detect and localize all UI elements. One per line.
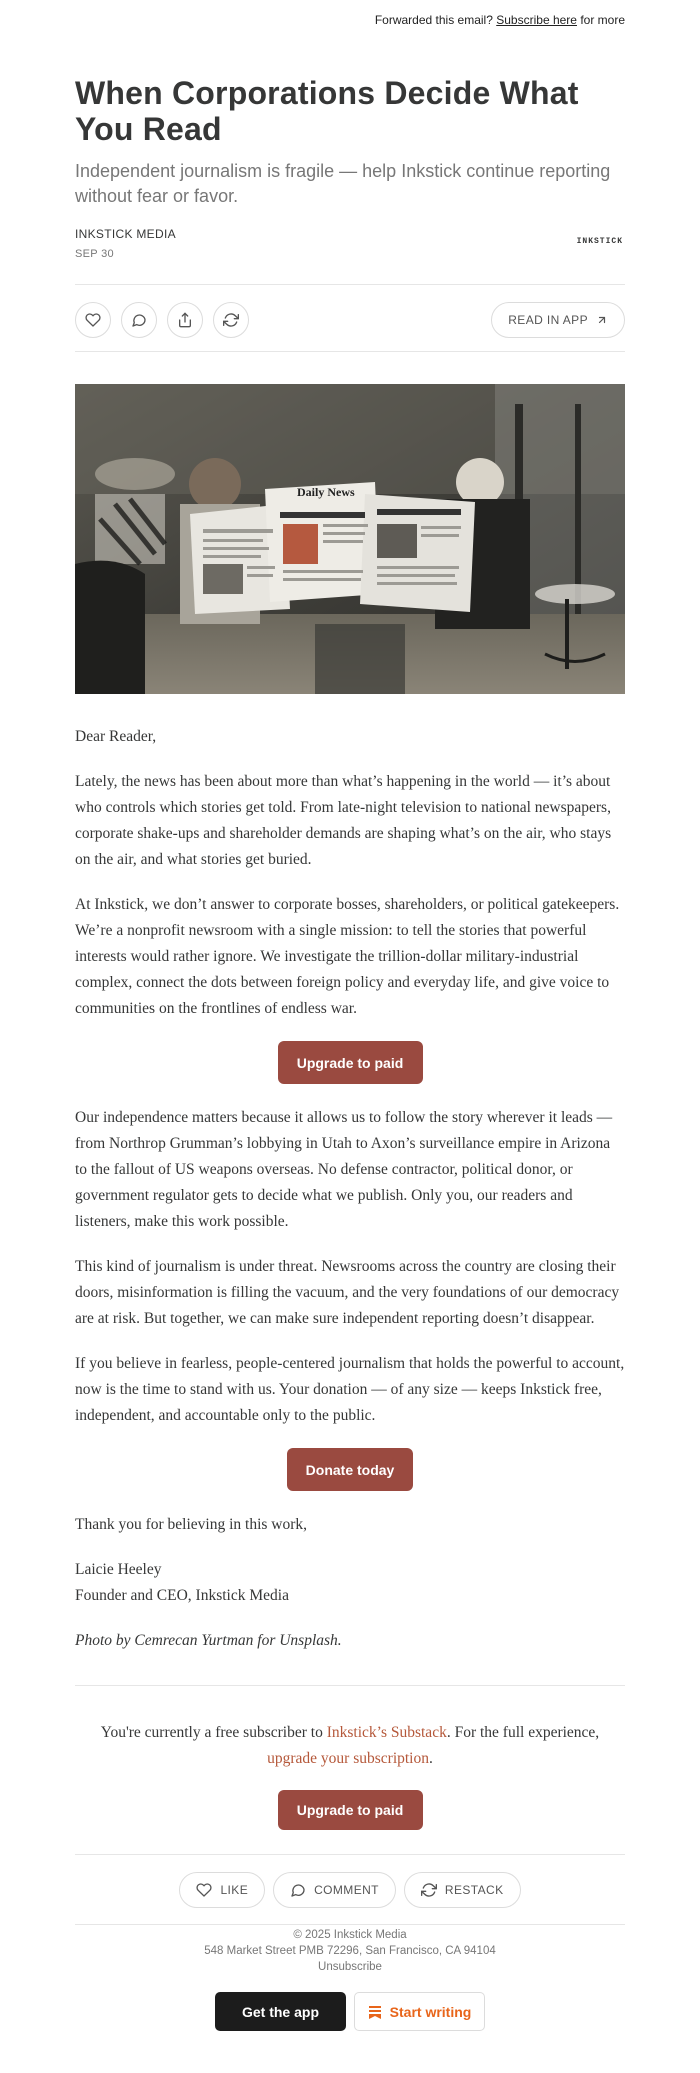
upgrade-to-paid-button[interactable]: Upgrade to paid xyxy=(278,1041,423,1084)
divider xyxy=(75,1685,625,1686)
hero-image[interactable] xyxy=(75,384,625,694)
start-writing-button[interactable] xyxy=(354,1992,485,2031)
action-bar xyxy=(75,285,625,351)
newspaper-masthead: Daily News xyxy=(297,485,355,499)
restack-icon xyxy=(223,312,239,328)
substack-logo-icon xyxy=(368,2005,382,2019)
cta-container xyxy=(75,1041,625,1084)
divider xyxy=(75,1854,625,1855)
comment-button[interactable] xyxy=(121,302,157,338)
photo-credit: Photo by Cemrecan Yurtman for Unsplash. xyxy=(75,1632,342,1649)
comment-label: COMMENT xyxy=(314,1883,379,1897)
arrow-up-right-icon xyxy=(596,314,608,326)
forward-suffix: for more xyxy=(580,13,625,27)
heart-icon xyxy=(196,1882,212,1898)
paragraph: Lately, the news has been about more than what’s happening in the world — it’s about who controls which stories get told. From late-night television to national newspapers, corporate shake-ups and shareholder demands are shaping what’s on the air, who stays on the air, and what stories get buried. xyxy=(75,773,612,868)
footer-like-button[interactable] xyxy=(179,1872,265,1908)
like-button[interactable] xyxy=(75,302,111,338)
paragraph: If you believe in fearless, people-centered journalism that holds the powerful to account, now is the time to stand with us. Your donation — of any size — keeps Inkstick free, independent, and accountable only to the public. xyxy=(75,1355,625,1424)
footer-restack-button[interactable] xyxy=(404,1872,521,1908)
donate-today-button[interactable]: Donate today xyxy=(287,1448,413,1491)
forward-banner xyxy=(75,0,625,33)
notice-text: . For the full experience, xyxy=(446,1724,600,1741)
share-icon xyxy=(177,312,193,328)
address: 548 Market Street PMB 72296, San Francisco, CA 94104 xyxy=(204,1945,496,1957)
get-the-app-button[interactable]: Get the app xyxy=(215,1992,346,2031)
restack-label: RESTACK xyxy=(444,1883,504,1897)
comment-icon xyxy=(290,1882,306,1898)
post-subtitle: Independent journalism is fragile — help Inkstick continue reporting without fear or favor. xyxy=(75,161,611,206)
notice-text: You're currently a free subscriber to xyxy=(100,1724,323,1741)
restack-icon xyxy=(421,1882,437,1898)
heart-icon xyxy=(85,312,101,328)
like-label: LIKE xyxy=(220,1883,249,1897)
start-writing-label: Start writing xyxy=(389,2003,472,2020)
read-in-app-label: READ IN APP xyxy=(508,313,588,327)
restack-button[interactable] xyxy=(213,302,249,338)
signature-title: Founder and CEO, Inkstick Media xyxy=(75,1587,289,1604)
upgrade-subscription-link[interactable]: upgrade your subscription xyxy=(267,1750,429,1767)
subscribe-link[interactable]: Subscribe here xyxy=(496,13,577,27)
footer-actions xyxy=(75,1872,625,1908)
notice-text: . xyxy=(428,1750,433,1767)
signature-name: Laicie Heeley xyxy=(75,1561,162,1578)
email-container xyxy=(75,0,625,2031)
publication-logo[interactable]: INKSTICK xyxy=(576,237,623,246)
closing: Thank you for believing in this work, xyxy=(75,1516,308,1533)
read-in-app-button[interactable] xyxy=(491,302,625,338)
substack-link[interactable]: Inkstick’s Substack xyxy=(326,1724,447,1741)
post-date: SEP 30 xyxy=(75,248,114,260)
unsubscribe-link[interactable]: Unsubscribe xyxy=(318,1961,382,1973)
hero-photo-newspaper-readers xyxy=(75,384,625,694)
copyright: © 2025 Inkstick Media xyxy=(293,1929,407,1941)
paragraph: This kind of journalism is under threat. Newsrooms across the country are closing their doors, misinformation is filling the vacuum, and the very foundations of our democracy are at risk. But together, we can make sure independent reporting doesn’t disappear. xyxy=(75,1258,620,1327)
legal-footer xyxy=(75,1927,625,1975)
comment-icon xyxy=(131,312,147,328)
paragraph: At Inkstick, we don’t answer to corporate bosses, shareholders, or political gatekeepers. We’re a nonprofit newsroom with a single mission: to tell the stories that powerful interests would rather ignore. We investigate the trillion-dollar military-industrial complex, connect the dots between foreign policy and everyday life, and give voice to communities on the frontlines of endless war. xyxy=(75,896,620,1017)
share-button[interactable] xyxy=(167,302,203,338)
post-title[interactable]: When Corporations Decide What You Read xyxy=(75,75,579,147)
post-body xyxy=(75,724,625,1654)
forward-prefix: Forwarded this email? xyxy=(374,13,493,27)
upgrade-to-paid-button-footer[interactable]: Upgrade to paid xyxy=(278,1790,423,1830)
publication-name[interactable]: INKSTICK MEDIA xyxy=(75,227,176,241)
subscription-notice xyxy=(75,1720,625,1772)
greeting: Dear Reader, xyxy=(75,728,157,745)
app-buttons xyxy=(75,1992,625,2031)
paragraph: Our independence matters because it allows us to follow the story wherever it leads — from Northrop Grumman’s lobbying in Utah to Axon’s surveillance empire in Arizona to the fallout of US weapons overseas. No defense contractor, political donor, or government regulator gets to decide what we publish. Only you, our readers and listeners, make this work possible. xyxy=(75,1109,613,1230)
cta-container xyxy=(75,1448,625,1491)
divider xyxy=(75,351,625,352)
cta-container xyxy=(75,1790,625,1830)
divider xyxy=(75,1924,625,1925)
post-meta xyxy=(75,227,625,265)
footer-comment-button[interactable] xyxy=(273,1872,396,1908)
